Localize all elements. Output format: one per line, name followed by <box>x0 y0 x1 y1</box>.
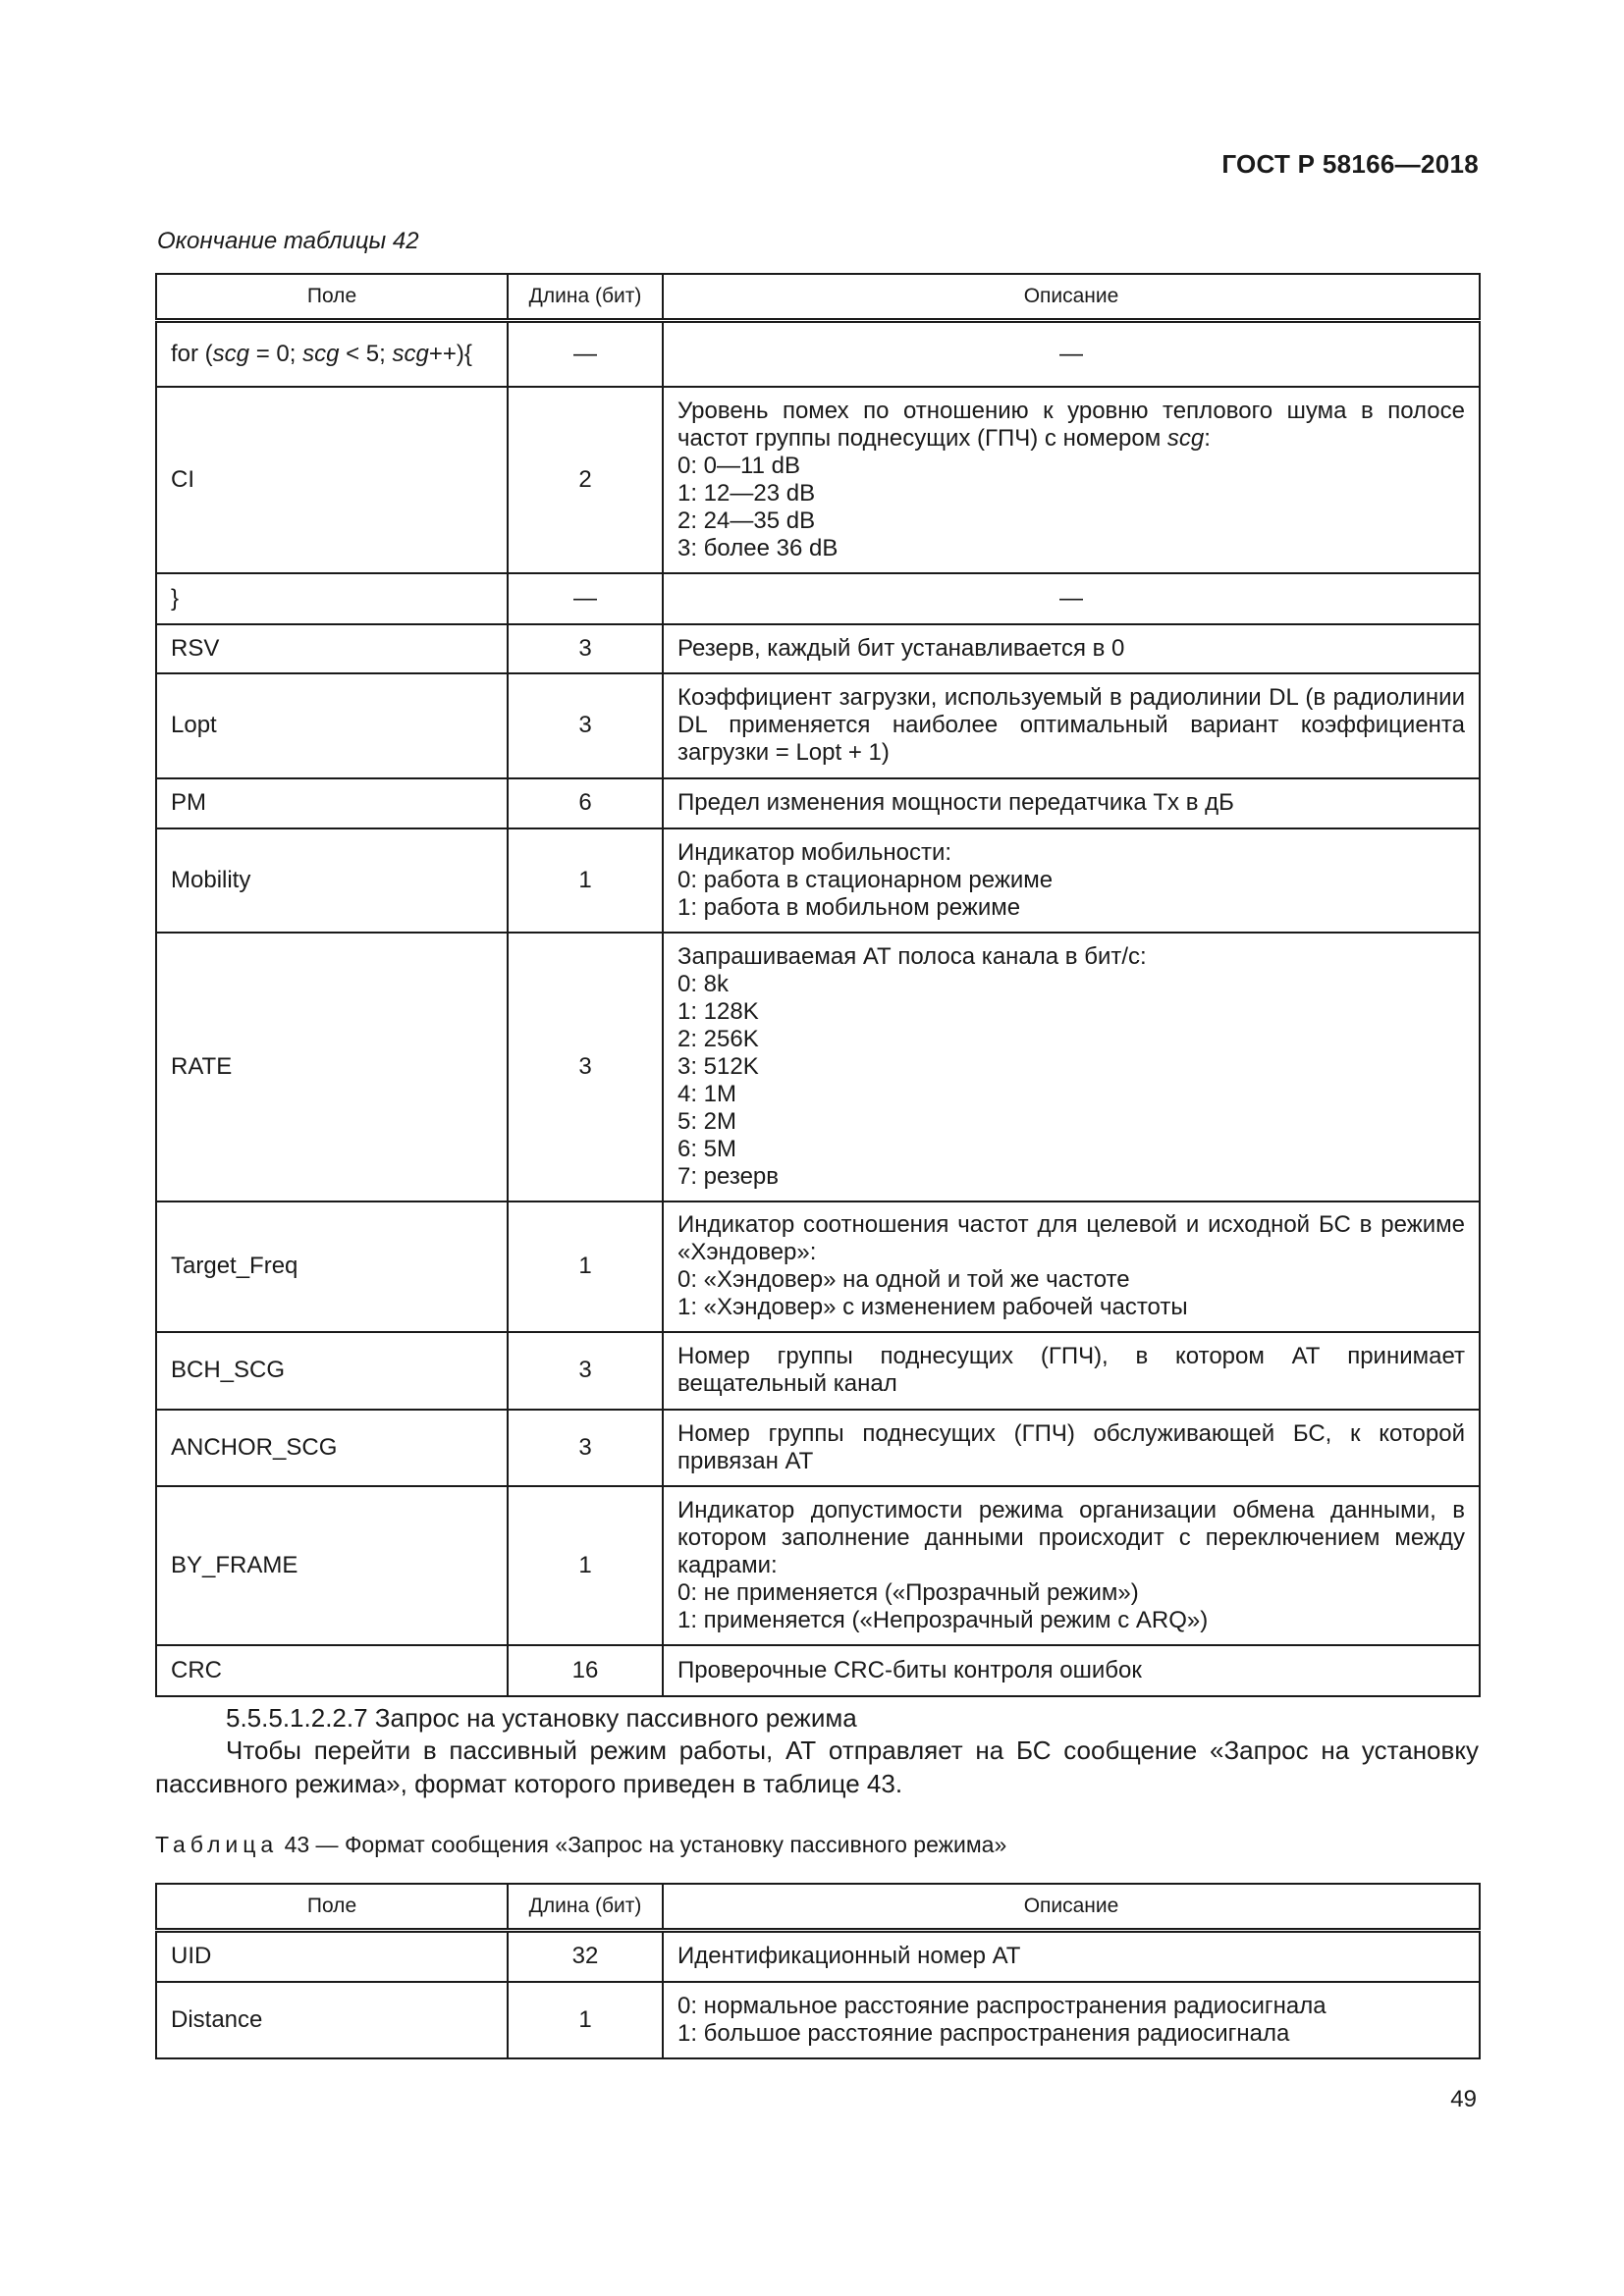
length-cell: 3 <box>508 1332 663 1410</box>
length-cell: 3 <box>508 673 663 778</box>
field-cell: UID <box>156 1931 508 1982</box>
column-header-field: Поле <box>156 274 508 321</box>
description-cell: Резерв, каждый бит устанавливается в 0 <box>663 624 1480 673</box>
field-cell: PM <box>156 778 508 828</box>
table-43 <box>155 1883 1481 2059</box>
table-row <box>156 1982 1480 2058</box>
table-row <box>156 1931 1480 1982</box>
section-heading: 5.5.5.1.2.2.7 Запрос на установку пассивного режима <box>226 1703 857 1733</box>
length-cell: 1 <box>508 1486 663 1645</box>
page-number: 49 <box>1450 2086 1477 2112</box>
column-header-length: Длина (бит) <box>508 274 663 321</box>
description-cell: Предел изменения мощности передатчика Tx в дБ <box>663 778 1480 828</box>
description-cell: Номер группы поднесущих (ГПЧ), в котором АТ принимает вещательный канал <box>663 1332 1480 1410</box>
length-cell: — <box>508 573 663 624</box>
length-cell: 32 <box>508 1931 663 1982</box>
table-row <box>156 1645 1480 1696</box>
column-header-description: Описание <box>663 274 1480 321</box>
table-continuation-caption: Окончание таблицы 42 <box>157 228 419 254</box>
table-row <box>156 573 1480 624</box>
description-cell: Идентификационный номер АТ <box>663 1931 1480 1982</box>
table-row <box>156 624 1480 673</box>
description-cell: Запрашиваемая АТ полоса канала в бит/с: 0: 8k 1: 128K 2: 256K 3: 512K 4: 1M 5: 2M 6: 5M 7: резерв <box>663 933 1480 1201</box>
field-cell: RATE <box>156 933 508 1201</box>
table-header-row <box>156 1884 1480 1931</box>
table-row <box>156 828 1480 933</box>
field-cell: for (scg = 0; scg < 5; scg++){ <box>156 321 508 387</box>
table-row <box>156 778 1480 828</box>
description-cell: Индикатор допустимости режима организации обмена данными, в котором заполнение данными происходит с переключением между кадрами: 0: не применяется («Прозрачный режим») 1: применяется («Непрозрачный режим с ARQ») <box>663 1486 1480 1645</box>
field-cell: RSV <box>156 624 508 673</box>
table-header-row <box>156 274 1480 321</box>
description-cell: — <box>663 573 1480 624</box>
length-cell: 1 <box>508 1201 663 1332</box>
field-cell: ANCHOR_SCG <box>156 1410 508 1486</box>
length-cell: 2 <box>508 387 663 573</box>
length-cell: 3 <box>508 624 663 673</box>
description-cell: Проверочные CRC-биты контроля ошибок <box>663 1645 1480 1696</box>
length-cell: 1 <box>508 828 663 933</box>
column-header-field: Поле <box>156 1884 508 1931</box>
table-row <box>156 1486 1480 1645</box>
table-row <box>156 1201 1480 1332</box>
field-cell: Lopt <box>156 673 508 778</box>
description-cell: Уровень помех по отношению к уровню теплового шума в полосе частот группы поднесущих (ГПЧ) с номером scg: 0: 0—11 dB 1: 12—23 dB 2: 24—35 dB 3: более 36 dB <box>663 387 1480 573</box>
field-cell: } <box>156 573 508 624</box>
column-header-description: Описание <box>663 1884 1480 1931</box>
description-cell: Коэффициент загрузки, используемый в радиолинии DL (в радиолинии DL применяется наиболее оптимальный вариант коэффициента загрузки = Lopt + 1) <box>663 673 1480 778</box>
description-cell: Индикатор соотношения частот для целевой и исходной БС в режиме «Хэндовер»: 0: «Хэндовер» на одной и той же частоте 1: «Хэндовер» с изменением рабочей частоты <box>663 1201 1480 1332</box>
table-row <box>156 673 1480 778</box>
length-cell: — <box>508 321 663 387</box>
description-cell: Индикатор мобильности: 0: работа в стационарном режиме 1: работа в мобильном режиме <box>663 828 1480 933</box>
field-cell: Mobility <box>156 828 508 933</box>
field-cell: BCH_SCG <box>156 1332 508 1410</box>
table-42 <box>155 273 1481 1697</box>
table-43-caption: Таблица 43 — Формат сообщения «Запрос на установку пассивного режима» <box>155 1832 1007 1857</box>
table-row <box>156 1410 1480 1486</box>
table-row <box>156 387 1480 573</box>
standard-designation: ГОСТ Р 58166—2018 <box>1221 149 1479 179</box>
field-cell: Target_Freq <box>156 1201 508 1332</box>
length-cell: 6 <box>508 778 663 828</box>
section-paragraph: Чтобы перейти в пассивный режим работы, АТ отправляет на БС сообщение «Запрос на установку пассивного режима», формат которого приведен в таблице 43. <box>155 1735 1479 1798</box>
length-cell: 3 <box>508 933 663 1201</box>
description-cell: — <box>663 321 1480 387</box>
length-cell: 16 <box>508 1645 663 1696</box>
description-cell: Номер группы поднесущих (ГПЧ) обслуживающей БС, к которой привязан АТ <box>663 1410 1480 1486</box>
description-cell: 0: нормальное расстояние распространения радиосигнала 1: большое расстояние распространения радиосигнала <box>663 1982 1480 2058</box>
table-row <box>156 321 1480 387</box>
table-row <box>156 1332 1480 1410</box>
length-cell: 3 <box>508 1410 663 1486</box>
field-cell: CRC <box>156 1645 508 1696</box>
length-cell: 1 <box>508 1982 663 2058</box>
field-cell: Distance <box>156 1982 508 2058</box>
column-header-length: Длина (бит) <box>508 1884 663 1931</box>
field-cell: BY_FRAME <box>156 1486 508 1645</box>
table-row <box>156 933 1480 1201</box>
field-cell: CI <box>156 387 508 573</box>
